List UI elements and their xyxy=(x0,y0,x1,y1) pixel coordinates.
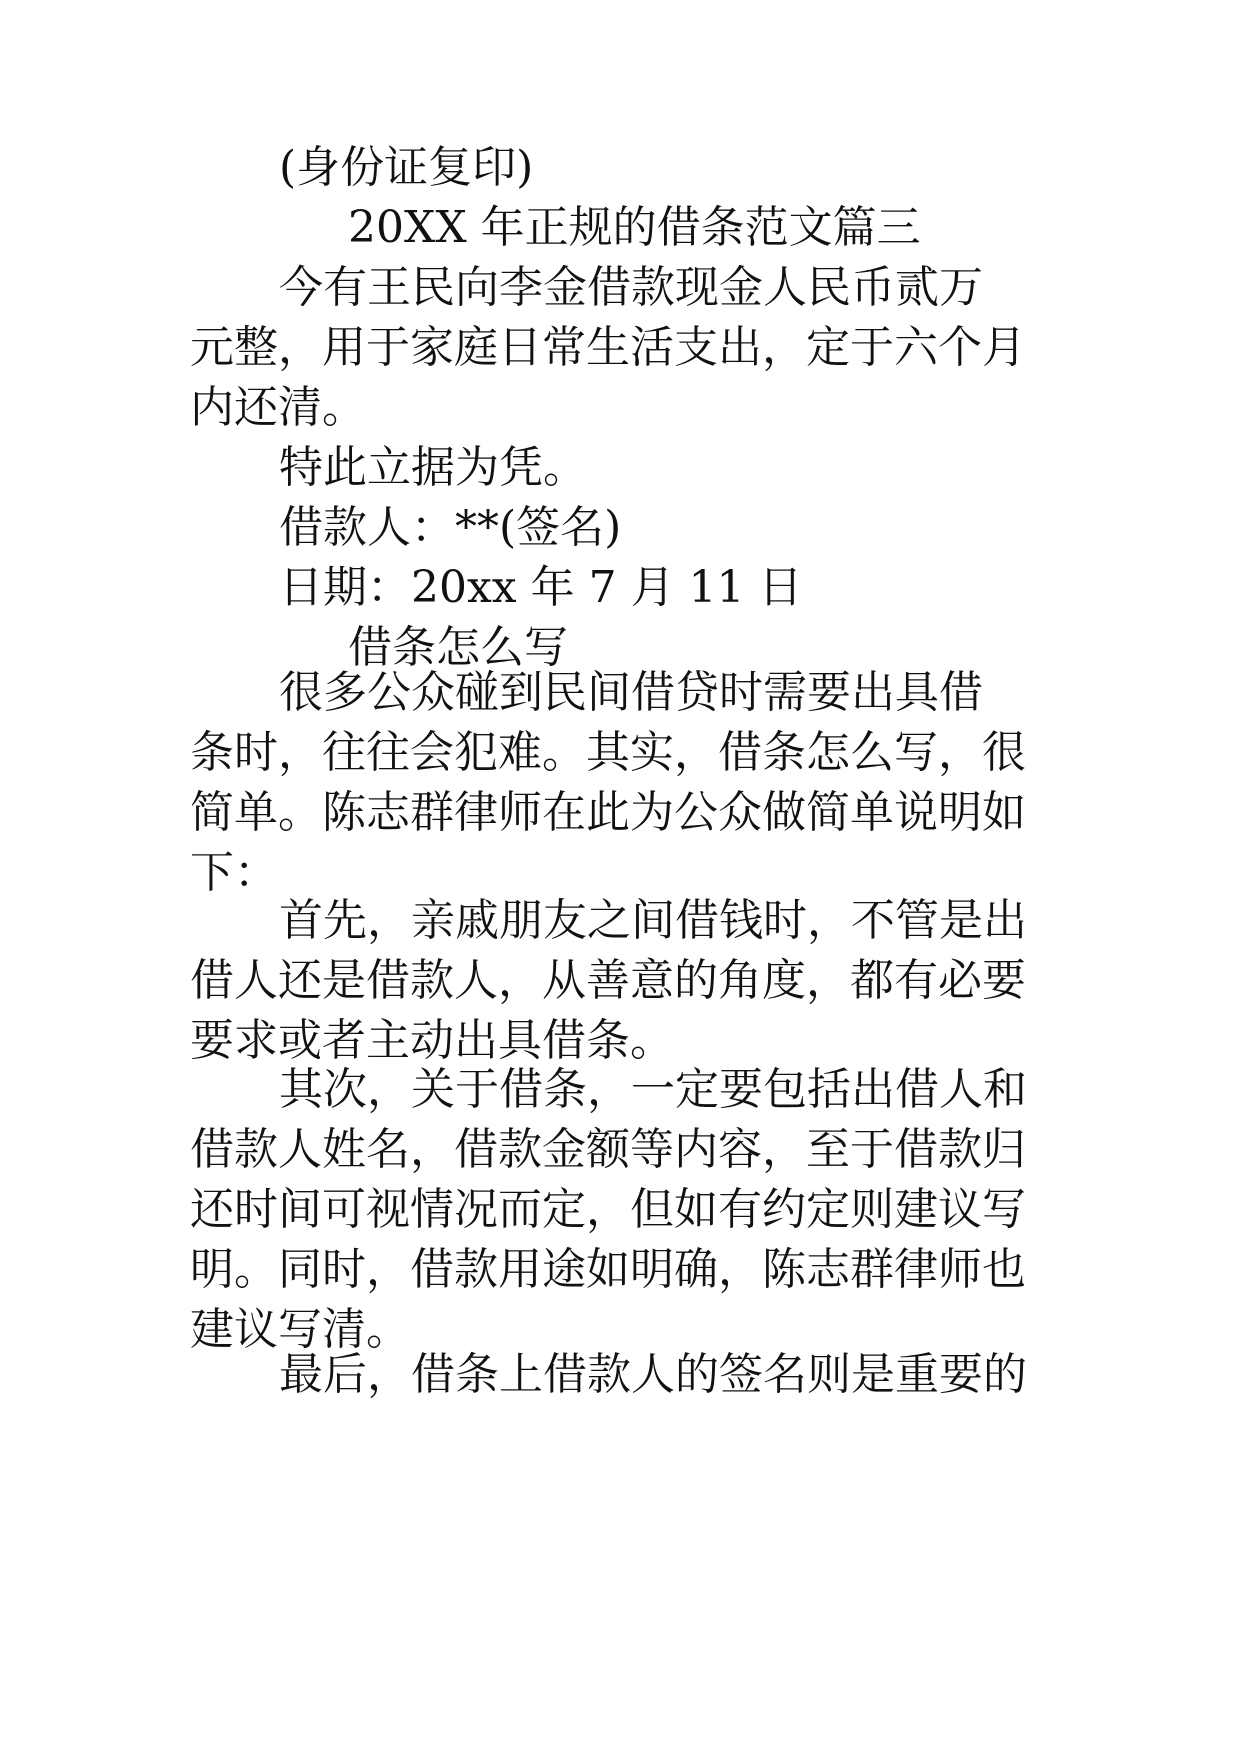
borrower-signature: 借款人：**(签名) xyxy=(279,502,622,553)
section-title: 借条怎么写 xyxy=(348,622,568,673)
paragraph-line: 很多公众碰到民间借贷时需要出具借 xyxy=(279,667,983,718)
paragraph-line: 借款人姓名，借款金额等内容，至于借款归 xyxy=(190,1124,1026,1175)
paragraph-line: 建议写清。 xyxy=(190,1304,410,1355)
iou-body-line: 今有王民向李金借款现金人民币贰万 xyxy=(279,262,983,313)
iou-sample-section xyxy=(190,138,1070,678)
paragraph-line: 要求或者主动出具借条。 xyxy=(190,1015,674,1066)
iou-body-line: 内还清。 xyxy=(190,382,366,433)
article-paragraph xyxy=(190,663,1070,903)
paragraph-line: 首先，亲戚朋友之间借钱时，不管是出 xyxy=(279,895,1027,946)
iou-body-line: 元整，用于家庭日常生活支出，定于六个月 xyxy=(190,322,1026,373)
id-copy-note: (身份证复印) xyxy=(279,142,534,193)
paragraph-line: 其次，关于借条，一定要包括出借人和 xyxy=(279,1064,1027,1115)
iou-closing: 特此立据为凭。 xyxy=(279,442,587,493)
article-paragraph xyxy=(190,891,1070,1071)
article-paragraph xyxy=(190,1060,1070,1360)
paragraph-line: 明。同时，借款用途如明确，陈志群律师也 xyxy=(190,1244,1026,1295)
paragraph-line: 简单。陈志群律师在此为公众做简单说明如 xyxy=(190,787,1026,838)
paragraph-line: 条时，往往会犯难。其实，借条怎么写，很 xyxy=(190,727,1026,778)
sample-title: 20XX 年正规的借条范文篇三 xyxy=(348,202,921,253)
paragraph-line: 下： xyxy=(190,847,278,898)
iou-date: 日期：20xx 年 7 月 11 日 xyxy=(279,562,803,613)
paragraph-line: 借人还是借款人，从善意的角度，都有必要 xyxy=(190,955,1026,1006)
paragraph-line: 最后，借条上借款人的签名则是重要的 xyxy=(279,1349,1027,1400)
paragraph-line: 还时间可视情况而定，但如有约定则建议写 xyxy=(190,1184,1026,1235)
article-paragraph xyxy=(190,1345,1070,1405)
